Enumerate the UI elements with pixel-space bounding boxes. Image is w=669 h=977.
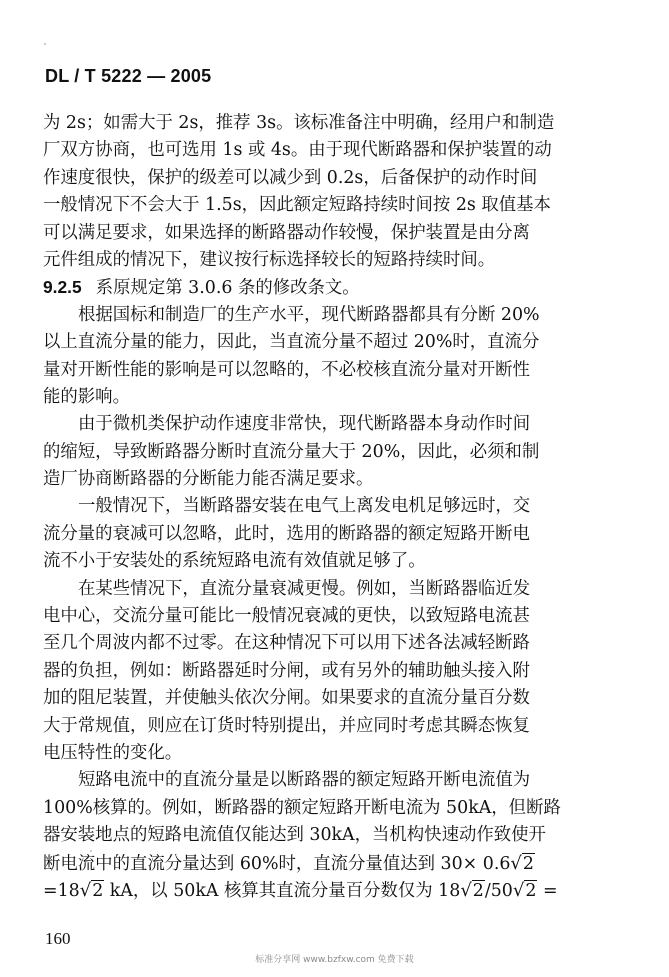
sqrt-expression: √2 xyxy=(512,879,537,901)
text-line: 器安装地点的短路电流值仅能达到 30kA，当机构快速动作致使开 xyxy=(43,825,546,846)
page-number: 160 xyxy=(45,929,71,948)
formula-text: = xyxy=(537,880,558,901)
text-line: 可以满足要求，如果选择的断路器动作较慢，保护装置是由分离 xyxy=(43,222,530,243)
text-line: 流不小于安装处的系统短路电流有效值就足够了。 xyxy=(43,551,426,572)
text-line: 能的影响。 xyxy=(43,386,130,407)
text-line: 加的阻尼装置，并使触头依次分闸。如果要求的直流分量百分数 xyxy=(43,688,530,709)
text-line: 厂双方协商，也可选用 1s 或 4s。由于现代断路器和保护装置的动 xyxy=(43,140,552,161)
text-line: 为 2s；如需大于 2s，推荐 3s。该标准备注中明确，经用户和制造 xyxy=(43,113,555,133)
text-line: 作速度很快，保护的级差可以减少到 0.2s，后备保护的动作时间 xyxy=(43,167,538,188)
formula-text: 断电流中的直流分量达到 60%时，直流分量值达到 30× 0.6 xyxy=(43,853,511,874)
text-line: 流分量的衰减可以忽略，此时，选用的断路器的额定短路开断电 xyxy=(43,523,530,544)
footer-watermark: 标准分享网 www.bzfxw.com 免费下载 xyxy=(255,955,414,965)
text-line: 根据国标和制造厂的生产水平，现代断路器都具有分断 20% xyxy=(78,304,540,325)
body-text xyxy=(43,110,633,904)
text-line: 以上直流分量的能力，因此，当直流分量不超过 20%时，直流分 xyxy=(43,332,540,353)
text-line: 在某些情况下，直流分量衰减更慢。例如，当断路器临近发 xyxy=(78,578,531,599)
text-line: 短路电流中的直流分量是以断路器的额定短路开断电流值为 xyxy=(78,770,531,791)
section-heading-text: 系原规定第 3.0.6 条的修改条文。 xyxy=(95,278,360,299)
text-line: 由于微机类保护动作速度非常快，现代断路器本身动作时间 xyxy=(78,414,531,435)
scan-speck xyxy=(90,850,92,852)
text-line: 电压特性的变化。 xyxy=(43,742,183,763)
formula-text: /50 xyxy=(484,880,513,901)
text-line: 造厂协商断路器的分断能力能否满足要求。 xyxy=(43,469,374,490)
text-line: 量对开断性能的影响是可以忽略的，不必校核直流分量对开断性 xyxy=(43,359,530,380)
sqrt-expression: √2 xyxy=(79,879,104,901)
sqrt-radicand: 2 xyxy=(522,853,534,874)
text-line: 至几个周波内都不过零。在这种情况下可以用下述各法减轻断路 xyxy=(43,633,530,654)
formula-text: =18 xyxy=(43,880,80,901)
standard-code-header: DL / T 5222 — 2005 xyxy=(45,66,212,86)
text-line: 元件组成的情况下，建议按行标选择较长的短路持续时间。 xyxy=(43,249,496,270)
text-line: 100%核算的。例如，断路器的额定短路开断电流为 50kA，但断路 xyxy=(43,797,561,818)
text-line: 的缩短，导致断路器分断时直流分量大于 20%，因此，必须和制 xyxy=(43,441,540,462)
text-line: 电中心，交流分量可能比一般情况衰减的更快，以致短路电流甚 xyxy=(43,606,530,627)
section-heading xyxy=(43,274,633,301)
formula-text: kA，以 50kA 核算其直流分量百分数仅为 18 xyxy=(104,880,461,901)
sqrt-radicand: 2 xyxy=(472,880,484,901)
section-number: 9.2.5 xyxy=(43,277,82,298)
sqrt-radicand: 2 xyxy=(92,880,104,901)
sqrt-radicand: 2 xyxy=(525,880,537,901)
text-line: 一般情况下不会大于 1.5s，因此额定短路持续时间按 2s 取值基本 xyxy=(43,195,551,216)
text-line: 大于常规值，则应在订货时特别提出，并应同时考虑其瞬态恢复 xyxy=(43,715,530,736)
sqrt-expression: √2 xyxy=(460,879,484,901)
text-line: 一般情况下，当断路器安装在电气上离发电机足够远时，交 xyxy=(78,496,531,517)
text-line: 器的负担，例如：断路器延时分闸，或有另外的辅助触头接入附 xyxy=(43,660,530,681)
scan-speck xyxy=(44,43,46,45)
formula-line xyxy=(43,877,633,904)
sqrt-expression: √2 xyxy=(510,852,534,874)
formula-line xyxy=(43,850,633,877)
